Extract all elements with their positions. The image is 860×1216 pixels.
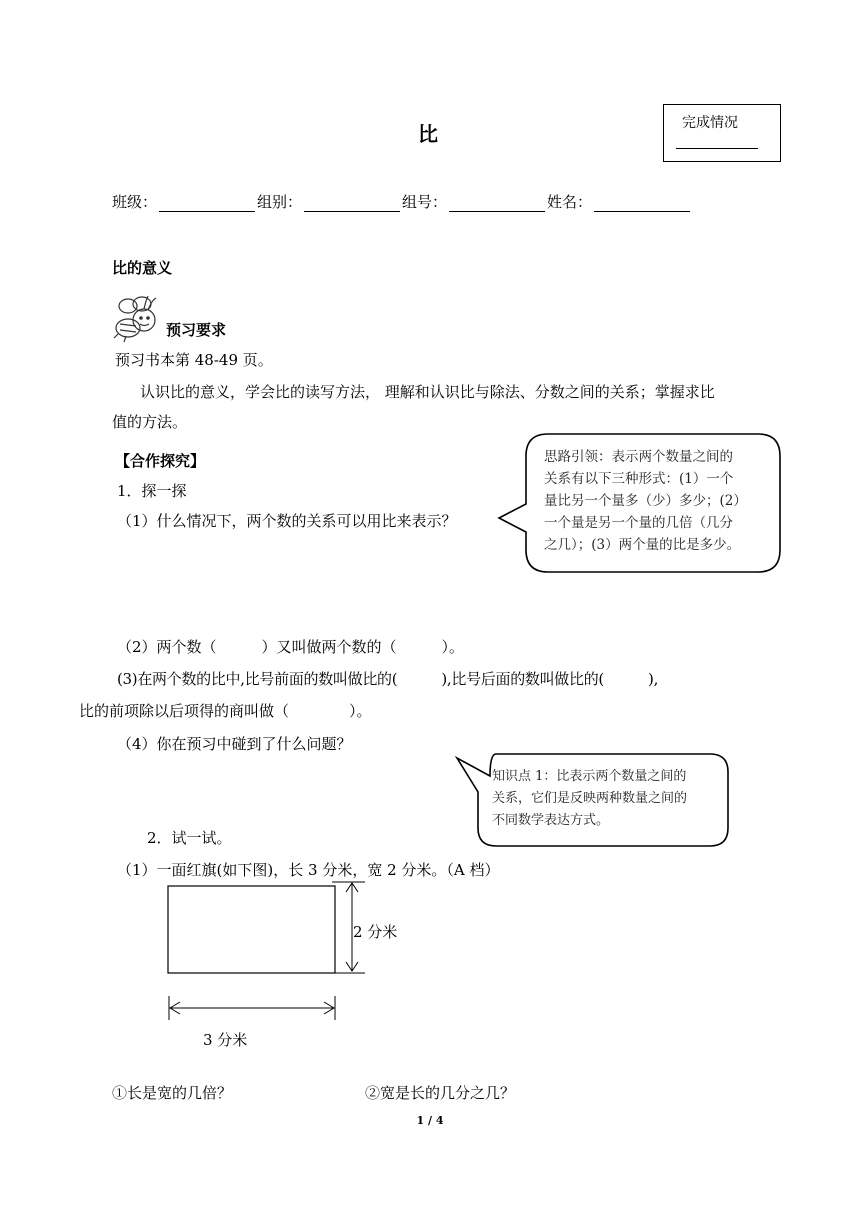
part1-question-3-continued: 比的前项除以后项得的商叫做（ ）。 <box>79 702 372 720</box>
hint-line: 之几）；(3）两个量的比是多少。 <box>544 537 741 553</box>
class-label: 班级： <box>112 193 158 211</box>
knowledge-line: 关系，它们是反映两种数量之间的 <box>492 791 688 806</box>
part2-sub-question-b: ②宽是长的几分之几？ <box>365 1084 516 1102</box>
page-number: 1 / 4 <box>416 1114 444 1127</box>
explore-heading: 【合作探究】 <box>115 452 206 470</box>
knowledge-line: 不同数学表达方式。 <box>492 813 610 828</box>
length-dimension-label: 3 分米 <box>203 1031 248 1049</box>
part2-heading: 2．试一试。 <box>147 829 232 847</box>
preview-line-2: 认识比的意义，学会比的读写方法， 理解和认识比与除法、分数之间的关系；掌握求比 <box>140 383 715 401</box>
completion-status-line <box>676 148 758 149</box>
width-dimension-label: 2 分米 <box>353 923 398 941</box>
preview-line-3: 值的方法。 <box>112 413 188 431</box>
preview-line-1: 预习书本第 48-49 页。 <box>115 351 273 369</box>
info-fields-row <box>112 192 692 212</box>
name-label: 姓名： <box>547 193 593 211</box>
hint-line: 关系有以下三种形式：(1）一个 <box>544 471 734 487</box>
page-title: 比 <box>418 122 438 146</box>
part1-question-1: （1）什么情况下，两个数的关系可以用比来表示？ <box>117 512 457 530</box>
knowledge-speech-bubble <box>454 752 730 848</box>
bee-mascot-icon <box>108 292 164 348</box>
hint-line: 量比另一个量多（少）多少；(2） <box>544 493 747 509</box>
section-title: 比的意义 <box>112 259 173 277</box>
flag-rectangle <box>168 886 335 973</box>
flag-diagram <box>160 878 420 1028</box>
hint-line: 一个量是另一个量的几倍（几分 <box>544 515 733 531</box>
knowledge-line: 知识点 1：比表示两个数量之间的 <box>492 769 687 784</box>
part2-sub-question-a: ①长是宽的几倍？ <box>112 1084 233 1102</box>
hint-line: 思路引领：表示两个数量之间的 <box>544 449 733 465</box>
name-blank[interactable] <box>594 195 690 212</box>
hint-speech-bubble <box>496 432 782 574</box>
part2-question-1: （1）一面红旗(如下图)，长 3 分米，宽 2 分米。（A 档） <box>117 861 500 879</box>
group-number-blank[interactable] <box>449 195 545 212</box>
knowledge-text <box>492 766 687 832</box>
group-number-label: 组号： <box>402 193 448 211</box>
group-label: 组别： <box>257 193 303 211</box>
group-blank[interactable] <box>304 195 400 212</box>
completion-status-box <box>663 104 781 162</box>
preview-heading: 预习要求 <box>166 321 227 339</box>
class-blank[interactable] <box>159 195 255 212</box>
part1-question-3: (3)在两个数的比中,比号前面的数叫做比的( ),比号后面的数叫做比的( ), <box>117 670 659 688</box>
part1-question-4: （4）你在预习中碰到了什么问题？ <box>117 735 352 753</box>
part1-question-2: （2）两个数（ ）又叫做两个数的（ ）。 <box>117 638 465 656</box>
part1-heading: 1．探一探 <box>117 482 187 500</box>
completion-status-label: 完成情况 <box>682 115 738 131</box>
hint-text <box>544 446 747 556</box>
